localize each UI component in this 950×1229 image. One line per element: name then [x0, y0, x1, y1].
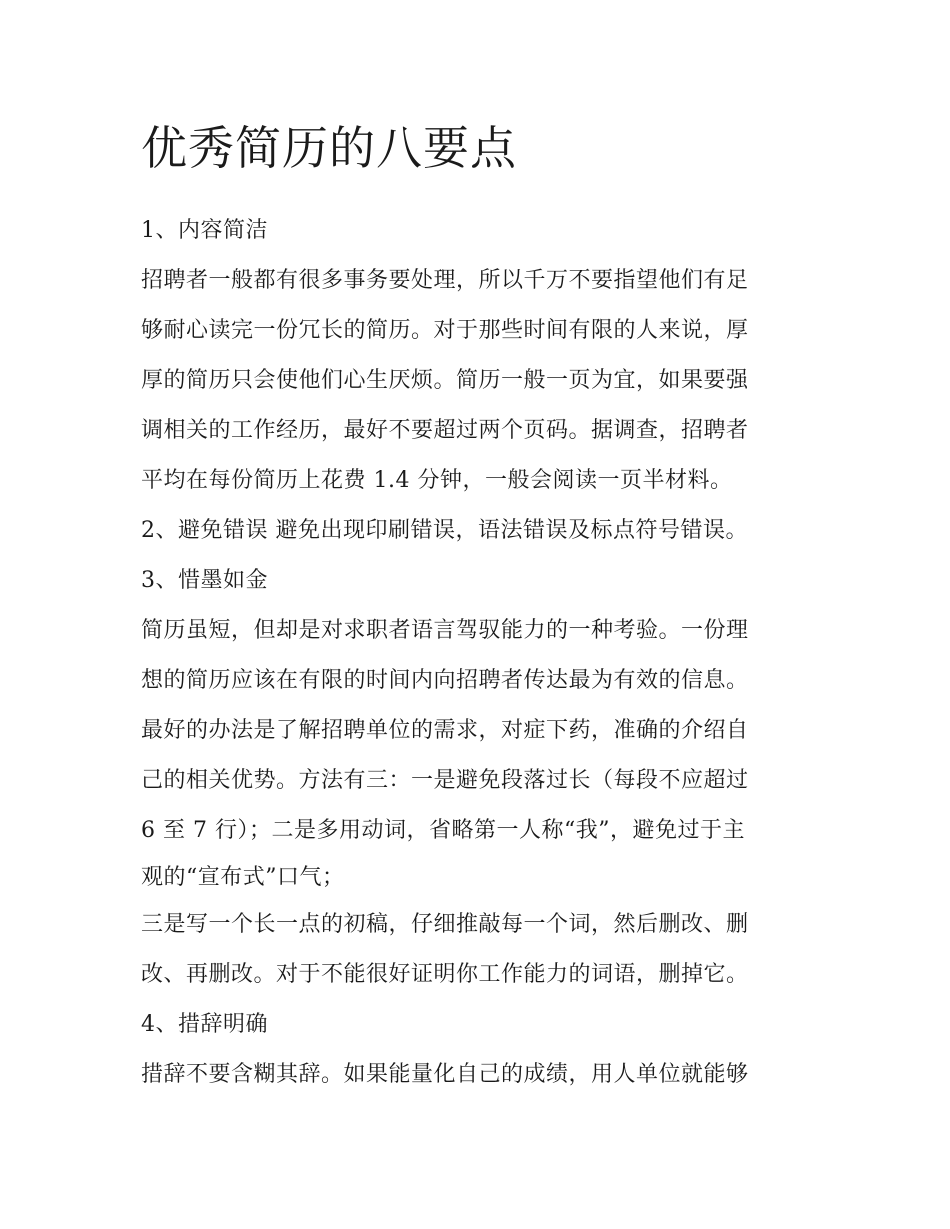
paragraph-line: 改、再删改。对于不能很好证明你工作能力的词语，删掉它。 [141, 962, 749, 987]
paragraph-line: 想的简历应该在有限的时间内向招聘者传达最为有效的信息。 [141, 668, 749, 693]
section-heading: 3、惜墨如金 [141, 568, 268, 593]
paragraph-line: 三是写一个长一点的初稿，仔细推敲每一个词，然后删改、删 [141, 912, 749, 937]
paragraph-line: 措辞不要含糊其辞。如果能量化自己的成绩，用人单位就能够 [141, 1062, 749, 1087]
section-heading: 1、内容简洁 [141, 218, 268, 243]
paragraph-line: 招聘者一般都有很多事务要处理，所以千万不要指望他们有足 [141, 268, 749, 293]
paragraph-line: 平均在每份简历上花费 1.4 分钟，一般会阅读一页半材料。 [141, 468, 733, 493]
paragraph-line: 最好的办法是了解招聘单位的需求，对症下药，准确的介绍自 [141, 718, 749, 743]
paragraph-line: 6 至 7 行）；二是多用动词，省略第一人称“我”，避免过于主 [141, 818, 745, 843]
paragraph-line: 简历虽短，但却是对求职者语言驾驭能力的一种考验。一份理 [141, 618, 749, 643]
paragraph-line: 观的“宣布式”口气； [141, 865, 345, 890]
document-page [141, 118, 821, 1100]
paragraph-line: 己的相关优势。方法有三：一是避免段落过长（每段不应超过 [141, 768, 749, 793]
section-heading: 4、措辞明确 [141, 1012, 268, 1037]
paragraph-line: 调相关的工作经历，最好不要超过两个页码。据调查，招聘者 [141, 418, 749, 443]
paragraph-line: 够耐心读完一份冗长的简历。对于那些时间有限的人来说，厚 [141, 318, 749, 343]
document-title: 优秀简历的八要点 [141, 121, 517, 175]
paragraph-line: 厚的简历只会使他们心生厌烦。简历一般一页为宜，如果要强 [141, 368, 749, 393]
section-heading: 2、避免错误 避免出现印刷错误，语法错误及标点符号错误。 [141, 518, 748, 543]
